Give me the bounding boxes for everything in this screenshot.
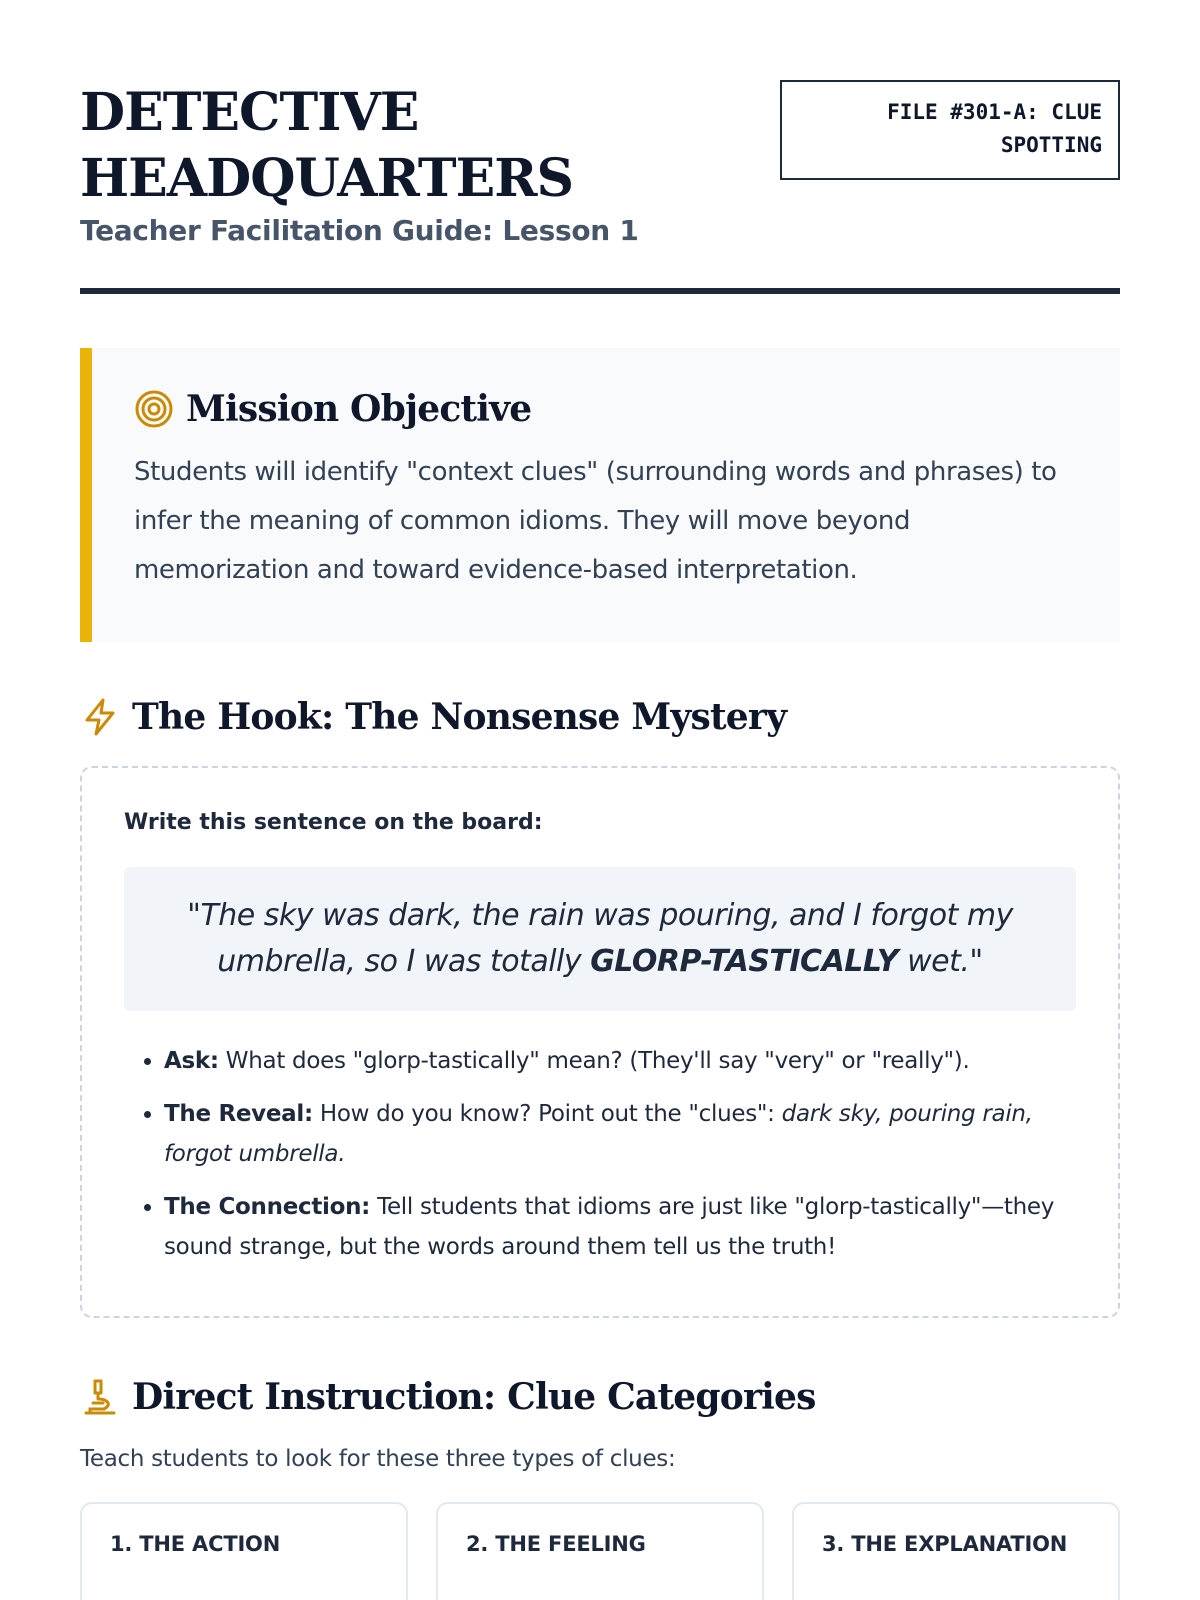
mission-heading: Mission Objective bbox=[186, 388, 532, 430]
quote-emphasis: GLORP-TASTICALLY bbox=[590, 944, 899, 979]
page-title bbox=[80, 80, 700, 212]
hook-heading: The Hook: The Nonsense Mystery bbox=[132, 696, 787, 738]
hook-item-text: What does "glorp-tastically" mean? (They'll say "very" or "really"). bbox=[218, 1048, 970, 1074]
hook-item-text: How do you know? Point out the "clues": bbox=[312, 1101, 782, 1127]
lightning-icon bbox=[80, 697, 120, 737]
microscope-icon bbox=[80, 1377, 120, 1417]
title-line-2: HEADQUARTERS bbox=[80, 148, 573, 209]
hook-item-italic: dark sky, pouring rain, forgot umbrella. bbox=[164, 1101, 1033, 1167]
hook-panel bbox=[80, 766, 1120, 1318]
file-label-line-2: SPOTTING bbox=[1000, 133, 1102, 157]
hook-intro: Write this sentence on the board: bbox=[124, 810, 543, 835]
list-item bbox=[164, 1187, 1076, 1267]
file-label-line-1: FILE #301-A: CLUE bbox=[887, 100, 1102, 124]
hook-item-label: Ask: bbox=[164, 1048, 219, 1074]
clue-card-explanation: 3. THE EXPLANATION bbox=[792, 1502, 1120, 1600]
page-header bbox=[80, 80, 1120, 294]
title-line-1: DETECTIVE bbox=[80, 82, 419, 143]
clue-category-cards bbox=[80, 1502, 1120, 1600]
page-subtitle: Teacher Facilitation Guide: Lesson 1 bbox=[80, 214, 639, 247]
list-item bbox=[164, 1094, 1076, 1174]
file-label-box bbox=[780, 80, 1120, 180]
clue-card-action: 1. THE ACTION bbox=[80, 1502, 408, 1600]
hook-item-label: The Reveal: bbox=[164, 1101, 313, 1127]
instruction-heading: Direct Instruction: Clue Categories bbox=[132, 1376, 816, 1418]
quote-before: "The sky was dark, the rain was pouring, and I forgot my umbrella, so I was totally bbox=[187, 898, 1013, 979]
hook-steps-list bbox=[124, 1041, 1076, 1267]
mission-heading-row bbox=[134, 388, 1078, 430]
list-item bbox=[164, 1041, 1076, 1081]
quote-after: wet." bbox=[898, 944, 983, 979]
hook-item-text: Tell students that idioms are just like "glorp-tastically"—they sound strange, but the words around them tell us the truth! bbox=[164, 1194, 1055, 1260]
board-sentence-quote bbox=[124, 867, 1076, 1011]
mission-objective-panel bbox=[80, 348, 1120, 642]
instruction-intro: Teach students to look for these three types of clues: bbox=[80, 1446, 676, 1472]
mission-text: Students will identify "context clues" (surrounding words and phrases) to infer the meaning of common idioms. They will move beyond memorization and toward evidence-based interpretation. bbox=[134, 457, 1057, 585]
target-icon bbox=[134, 389, 174, 429]
hook-item-label: The Connection: bbox=[164, 1194, 371, 1220]
clue-card-feeling: 2. THE FEELING bbox=[436, 1502, 764, 1600]
instruction-heading-row bbox=[80, 1376, 1120, 1418]
hook-heading-row bbox=[80, 696, 1120, 738]
